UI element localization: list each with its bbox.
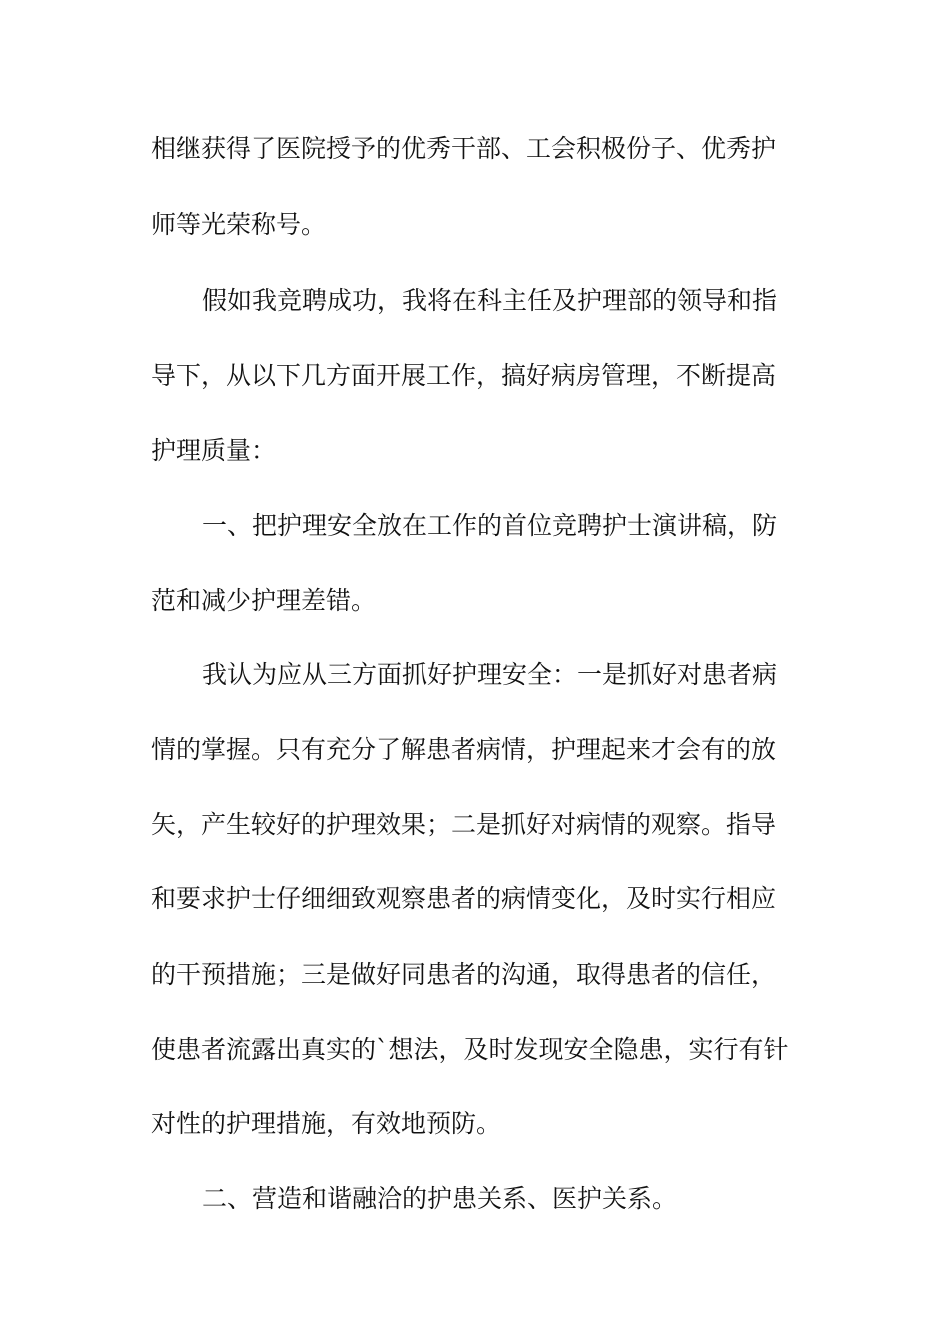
text-line: 师等光荣称号。 bbox=[151, 210, 327, 239]
text-line: 范和减少护理差错。 bbox=[151, 586, 377, 615]
text-line: 相继获得了医院授予的优秀干部、工会积极份子、优秀护 bbox=[151, 134, 777, 163]
text-line: 导下，从以下几方面开展工作，搞好病房管理，不断提高 bbox=[151, 361, 777, 390]
text-line: 二、营造和谐融洽的护患关系、医护关系。 bbox=[202, 1184, 678, 1213]
text-line: 对性的护理措施，有效地预防。 bbox=[151, 1109, 502, 1138]
text-line: 我认为应从三方面抓好护理安全：一是抓好对患者病 bbox=[202, 660, 778, 689]
text-line: 矢，产生较好的护理效果；二是抓好对病情的观察。指导 bbox=[151, 810, 777, 839]
text-line: 的干预措施；三是做好同患者的沟通，取得患者的信任， bbox=[151, 960, 777, 989]
text-line: 和要求护士仔细细致观察患者的病情变化，及时实行相应 bbox=[151, 884, 777, 913]
text-line: 情的掌握。只有充分了解患者病情，护理起来才会有的放 bbox=[151, 735, 777, 764]
text-line: 护理质量： bbox=[151, 436, 277, 465]
text-line: 假如我竞聘成功，我将在科主任及护理部的领导和指 bbox=[202, 286, 778, 315]
text-line: 使患者流露出真实的`想法，及时发现安全隐患，实行有针 bbox=[151, 1035, 789, 1064]
text-line: 一、把护理安全放在工作的首位竞聘护士演讲稿，防 bbox=[202, 511, 778, 540]
